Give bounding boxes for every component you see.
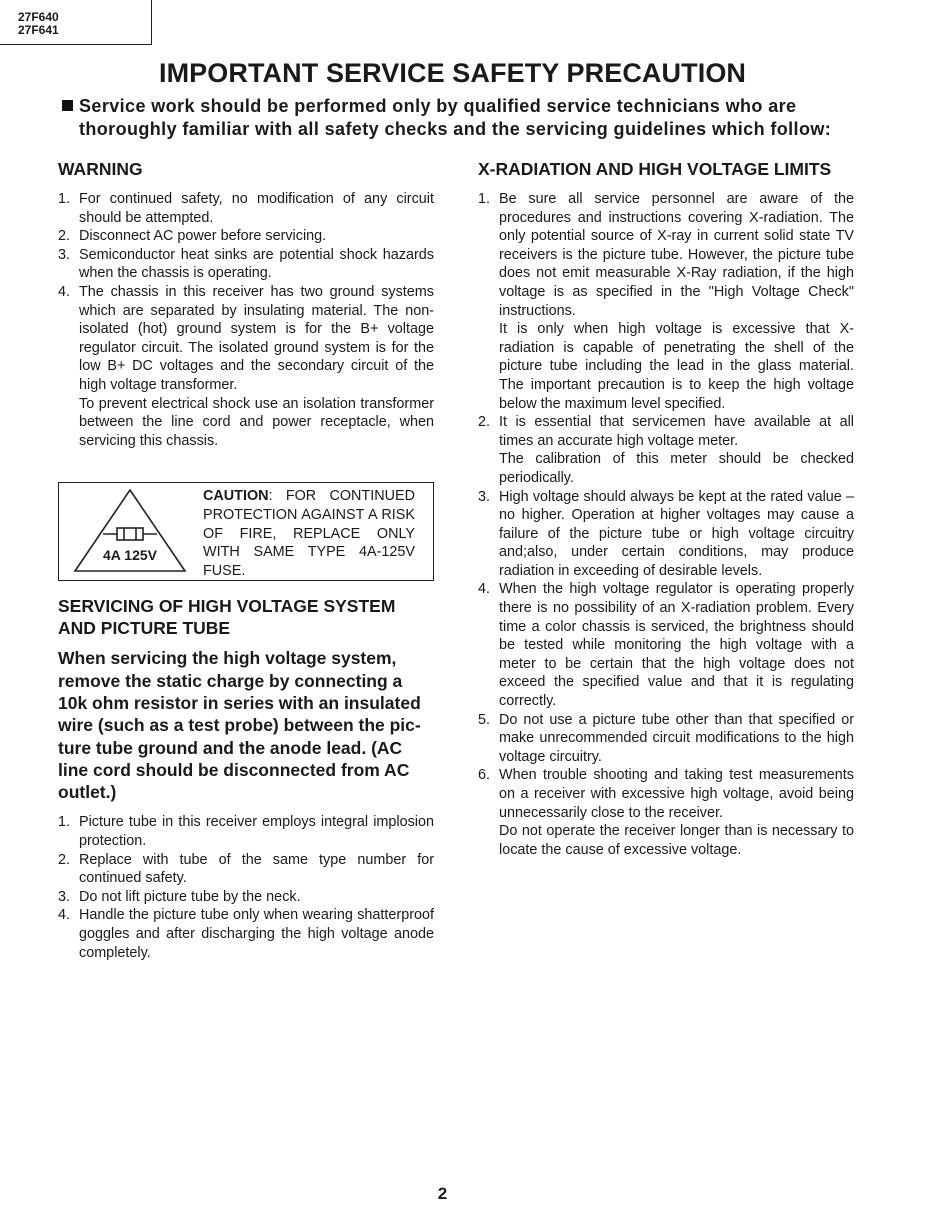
- warning-heading: WARNING: [58, 159, 143, 179]
- list-item: [478, 580, 854, 710]
- hv-heading-line: SERVICING OF HIGH VOLTAGE SYSTEM: [58, 596, 396, 617]
- list-number: 3.: [478, 488, 491, 505]
- list-item-text: Be sure all service personnel are aware of the procedures and instructions covering X-radiation. The only potential source of X-ray in current solid state TV receivers is the picture tube. However, the picture tube does not emit measurable X-Ray radiation, if the high voltage is as specified in the "High Voltage Check" instructions.: [499, 191, 854, 319]
- list-item-text: When trouble shooting and taking test measurements on a receiver with excessive high voltage, avoid being unnecessarily close to the receiver.: [499, 767, 854, 821]
- list-number: 4.: [58, 907, 71, 924]
- list-number: 5.: [478, 711, 491, 728]
- list-item: [58, 888, 434, 907]
- caution-label: CAUTION: [203, 488, 269, 505]
- list-item-text: Picture tube in this receiver employs integral implosion protection.: [79, 814, 434, 849]
- list-number: 3.: [58, 888, 71, 905]
- list-number: 6.: [478, 767, 491, 784]
- list-item: [478, 488, 854, 581]
- list-number: 2.: [478, 414, 491, 431]
- list-number: 4.: [478, 581, 491, 598]
- list-item-text: Semiconductor heat sinks are potential shock hazards when the chassis is operating.: [79, 246, 434, 282]
- list-item-text: It is essential that servicemen have available at all times an accurate high voltage meter.: [499, 414, 854, 449]
- page-title: IMPORTANT SERVICE SAFETY PRECAUTION: [158, 58, 747, 88]
- list-item: [478, 413, 854, 487]
- fuse-warning-triangle-icon: [73, 487, 188, 573]
- list-number: 1.: [58, 814, 71, 831]
- list-number: 1.: [58, 191, 71, 207]
- list-item: [58, 227, 434, 246]
- list-item-text: When the high voltage regulator is operating properly there is no possibility of an X-radiation problem. Every time a color chassis is serviced, the brightness should be tested while monitoring the high voltage with a meter to be certain that the high voltage does not exceed the specified value and that it is regulating correctly.: [499, 581, 854, 710]
- list-item: [58, 246, 434, 283]
- hv-heading-line: AND PICTURE TUBE: [58, 618, 231, 639]
- list-item: [58, 283, 434, 450]
- list-item-text: For continued safety, no modification of any circuit should be attempted.: [79, 191, 434, 226]
- page-number: 2: [437, 1184, 448, 1203]
- list-item-text: Disconnect AC power before servicing.: [79, 228, 327, 245]
- caution-box: [58, 482, 434, 581]
- list-item: [58, 851, 434, 888]
- hv-section-heading: [58, 595, 434, 639]
- list-number: 2.: [58, 228, 71, 245]
- list-item: [478, 711, 854, 767]
- warning-list: [58, 190, 434, 450]
- bullet-square-icon: [62, 100, 73, 111]
- picture-tube-list: [58, 813, 434, 962]
- list-item: [58, 190, 434, 227]
- list-item-text: It is only when high voltage is excessive that X-radiation is capable of penetrating the shell of the picture tube including the lead in the glass material. The important precaution is to keep the high voltage below the maximum level specified.: [499, 321, 854, 412]
- list-item-text: The calibration of this meter should be checked periodically.: [499, 451, 854, 486]
- list-item-text: Do not lift picture tube by the neck.: [79, 888, 301, 905]
- left-column: [58, 158, 434, 962]
- intro-line: thoroughly familiar with all safety checks and the servicing guidelines which follow:: [79, 119, 832, 139]
- list-item-text: Replace with tube of the same type number for continued safety.: [79, 851, 434, 887]
- list-item-text: High voltage should always be kept at the rated value –no higher. Operation at higher voltages may cause a failure of the picture tube or high voltage circuitry and;also, under certain conditions, may produce radiation in exceeding of desirable levels.: [499, 488, 854, 579]
- caution-message: : FOR CONTINUED PROTECTION AGAINST A RISK OF FIRE, REPLACE ONLY WITH SAME TYPE 4A-125V FUSE.: [203, 488, 415, 579]
- list-item-text: Handle the picture tube only when wearing shatterproof goggles and after discharging the high voltage anode completely.: [79, 907, 434, 961]
- list-number: 3.: [58, 246, 71, 263]
- fuse-rating-label: 4A 125V: [103, 547, 157, 564]
- xray-heading: X-RADIATION AND HIGH VOLTAGE LIMITS: [478, 159, 832, 179]
- list-item-text: To prevent electrical shock use an isolation transformer between the line cord and power receptacle, when servicing this chassis.: [79, 395, 434, 449]
- model-number: 27F640: [18, 10, 59, 24]
- right-column: [478, 158, 854, 859]
- list-number: 4.: [58, 283, 71, 300]
- hv-discharge-instruction: When servicing the high voltage system, remove the static charge by connecting a 10k ohm resistor in series with an insulated wire (such as a test probe) between the pic-ture tube ground and the anode lead. (AC line cord should be disconnected from AC outlet.): [58, 648, 421, 803]
- caution-text: [203, 487, 415, 580]
- model-number: 27F641: [18, 23, 59, 37]
- model-number-box: [0, 0, 152, 45]
- xray-list: [478, 190, 854, 859]
- intro-line: Service work should be performed only by qualified service technicians who are: [79, 96, 797, 116]
- list-number: 2.: [58, 851, 71, 868]
- intro-statement: [62, 95, 862, 141]
- list-item-text: Do not operate the receiver longer than is necessary to locate the cause of excessive voltage.: [499, 823, 854, 858]
- list-item: [478, 190, 854, 413]
- list-number: 1.: [478, 191, 491, 207]
- list-item: [58, 906, 434, 962]
- list-item: [478, 766, 854, 859]
- list-item-text: Do not use a picture tube other than that specified or make unrecommended circuit modifications to the high voltage circuitry.: [499, 711, 854, 765]
- list-item-text: The chassis in this receiver has two ground systems which are separated by insulating material. The non-isolated (hot) ground system is for the B+ voltage regulator circuit. The isolated ground system is for the low B+ DC voltages and the secondary circuit of the high voltage transformer.: [79, 283, 434, 393]
- list-item: [58, 813, 434, 850]
